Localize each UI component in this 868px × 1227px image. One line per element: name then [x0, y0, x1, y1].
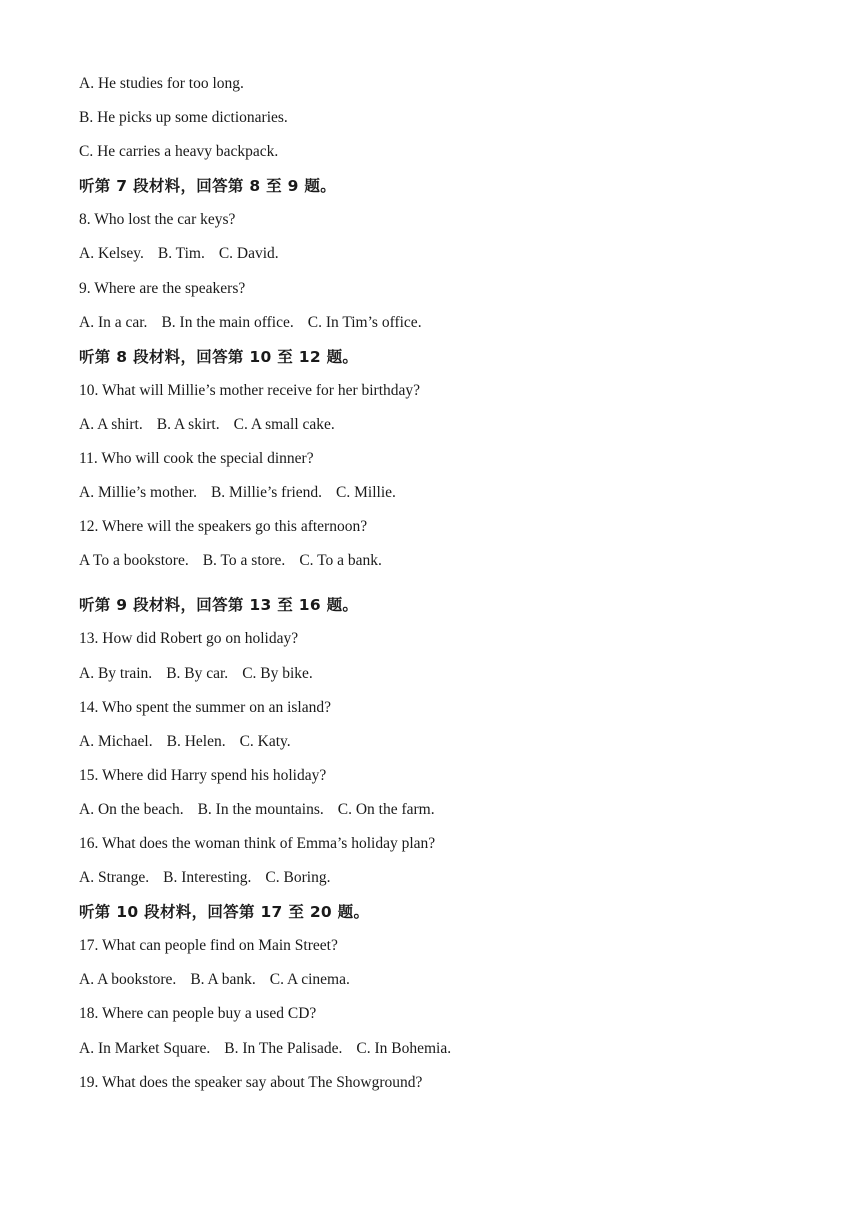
options-row [79, 242, 819, 276]
option-b: B. In The Palisade. [224, 1039, 343, 1057]
option-line [79, 106, 819, 140]
option-a: A To a bookstore. [79, 552, 189, 570]
option-b: B. A skirt. [156, 415, 220, 433]
question-text: 13. How did Robert go on holiday? [79, 630, 299, 648]
section-heading-text: 听第 7 段材料，回答第 8 至 9 题。 [79, 177, 337, 196]
option-b: B. Interesting. [163, 869, 252, 887]
section-heading [79, 345, 819, 379]
option-a: A. A bookstore. [79, 971, 177, 989]
question-text: 17. What can people find on Main Street? [79, 937, 338, 955]
option-b: B. Helen. [166, 732, 226, 750]
option-text: B. He picks up some dictionaries. [79, 109, 288, 127]
option-a: A. A shirt. [79, 415, 143, 433]
option-a: A. In Market Square. [79, 1039, 211, 1057]
question [79, 832, 819, 866]
option-b: B. A bank. [190, 971, 256, 989]
question [79, 208, 819, 242]
option-line [79, 140, 819, 174]
option-b: B. Tim. [157, 245, 205, 263]
question [79, 764, 819, 798]
question [79, 379, 819, 413]
section-heading-text: 听第 10 段材料，回答第 17 至 20 题。 [79, 903, 370, 922]
option-c: C. Katy. [239, 732, 291, 750]
question-text: 8. Who lost the car keys? [79, 211, 236, 229]
option-a: A. Michael. [79, 732, 153, 750]
question-text: 18. Where can people buy a used CD? [79, 1005, 317, 1023]
option-c: C. Millie. [336, 484, 396, 502]
option-a: A. On the beach. [79, 800, 184, 818]
option-text: A. He studies for too long. [79, 75, 244, 92]
question-text: 15. Where did Harry spend his holiday? [79, 766, 327, 784]
option-b: B. Millie’s friend. [210, 484, 323, 502]
options-row [79, 481, 819, 515]
question-text: 16. What does the woman think of Emma’s holiday plan? [79, 834, 436, 852]
question-text: 10. What will Millie’s mother receive for her birthday? [79, 381, 421, 399]
section-heading [79, 174, 819, 208]
question [79, 447, 819, 481]
option-b: B. In the main office. [161, 313, 294, 331]
question [79, 515, 819, 549]
options-row [79, 798, 819, 832]
option-c: C. Boring. [265, 869, 331, 887]
options-row [79, 1037, 819, 1071]
option-c: C. David. [218, 245, 279, 263]
question [79, 627, 819, 661]
option-c: C. On the farm. [337, 800, 435, 818]
options-row [79, 311, 819, 345]
option-line [79, 72, 819, 106]
question [79, 696, 819, 730]
option-b: B. By car. [166, 664, 229, 682]
options-row [79, 413, 819, 447]
option-c: C. A cinema. [269, 971, 350, 989]
question [79, 1002, 819, 1036]
option-a: A. Millie’s mother. [79, 484, 197, 502]
section-heading [79, 900, 819, 934]
option-c: C. In Bohemia. [356, 1039, 452, 1057]
option-c: C. By bike. [242, 664, 313, 682]
option-b: B. To a store. [202, 552, 286, 570]
question-text: 9. Where are the speakers? [79, 279, 246, 297]
options-row [79, 866, 819, 900]
question-text: 12. Where will the speakers go this afternoon? [79, 518, 368, 536]
option-a: A. Kelsey. [79, 245, 144, 263]
options-row [79, 662, 819, 696]
question [79, 1071, 819, 1105]
option-a: A. Strange. [79, 869, 150, 887]
option-c: C. In Tim’s office. [307, 313, 422, 331]
question [79, 934, 819, 968]
option-text: C. He carries a heavy backpack. [79, 143, 279, 161]
option-c: C. To a bank. [299, 552, 382, 570]
question-text: 19. What does the speaker say about The Showground? [79, 1073, 423, 1091]
option-a: A. In a car. [79, 313, 148, 331]
option-b: B. In the mountains. [197, 800, 324, 818]
question-text: 11. Who will cook the special dinner? [79, 450, 314, 468]
section-heading-text: 听第 9 段材料，回答第 13 至 16 题。 [79, 596, 359, 615]
options-row [79, 549, 819, 593]
question [79, 277, 819, 311]
options-row [79, 730, 819, 764]
option-c: C. A small cake. [233, 415, 335, 433]
question-text: 14. Who spent the summer on an island? [79, 698, 331, 716]
exam-page [79, 72, 819, 1105]
section-heading-text: 听第 8 段材料，回答第 10 至 12 题。 [79, 347, 359, 366]
section-heading [79, 593, 819, 627]
option-a: A. By train. [79, 664, 153, 682]
options-row [79, 968, 819, 1002]
